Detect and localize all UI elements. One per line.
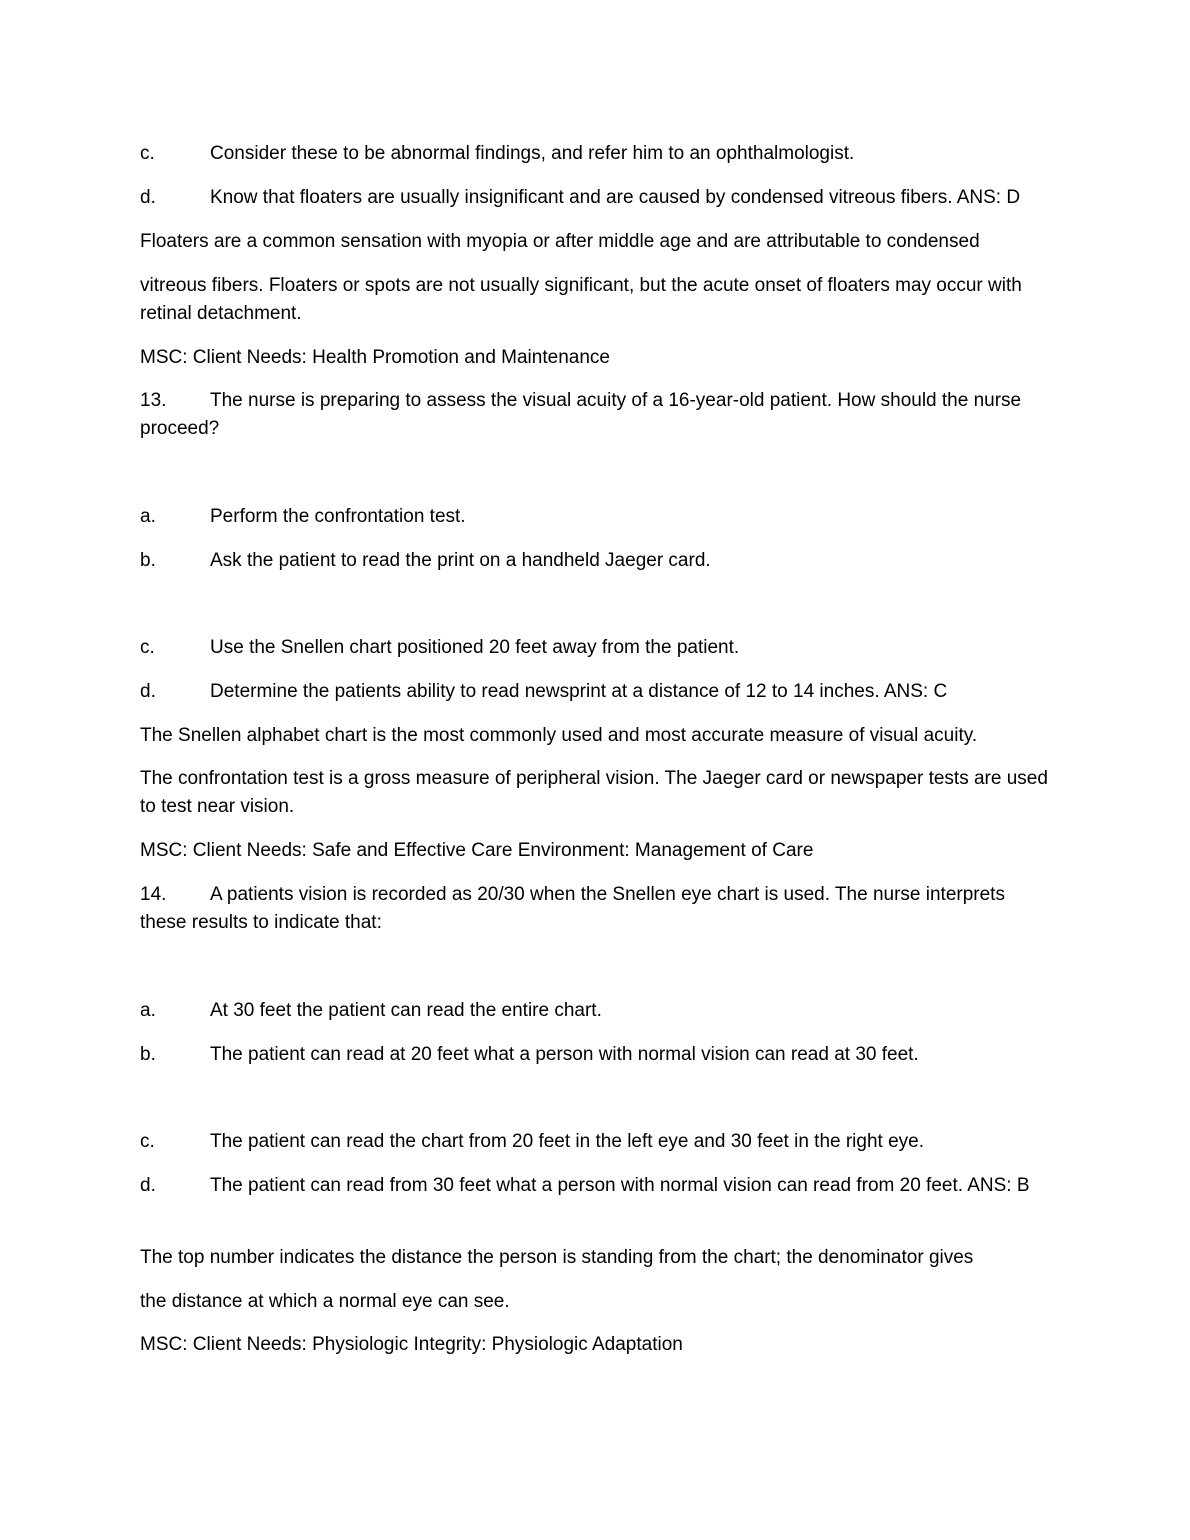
q14-option-b <box>140 1041 1050 1069</box>
q13-option-b-text: Ask the patient to read the print on a handheld Jaeger card. <box>210 550 711 571</box>
q14-option-c-text: The patient can read the chart from 20 feet in the left eye and 30 feet in the right eye. <box>210 1131 925 1152</box>
q13-option-d-text: Determine the patients ability to read newsprint at a distance of 12 to 14 inches. ANS: C <box>210 681 948 702</box>
q12-option-c-label: c. <box>140 143 155 164</box>
q13-option-d <box>140 678 1050 706</box>
q14-stem <box>140 881 1050 937</box>
q12-option-d-label: d. <box>140 187 156 208</box>
q13-rationale-line-2: The confrontation test is a gross measure of peripheral vision. The Jaeger card or newspaper tests are used to test near vision. <box>140 768 1048 817</box>
q13-msc: MSC: Client Needs: Safe and Effective Care Environment: Management of Care <box>140 840 814 861</box>
q13-stem-text: The nurse is preparing to assess the visual acuity of a 16-year-old patient. How should the nurse proceed? <box>140 390 1022 439</box>
q14-option-c-label: c. <box>140 1131 155 1152</box>
q13-option-b-label: b. <box>140 550 156 571</box>
q14-option-c <box>140 1128 1050 1156</box>
q13-stem <box>140 387 1050 443</box>
q12-option-d <box>140 184 1050 212</box>
q14-number: 14. <box>140 884 167 905</box>
q14-rationale-line-2: the distance at which a normal eye can see. <box>140 1291 510 1312</box>
q12-option-d-text: Know that floaters are usually insignificant and are caused by condensed vitreous fibers. ANS: D <box>210 187 1021 208</box>
q14-option-b-text: The patient can read at 20 feet what a person with normal vision can read at 30 feet. <box>210 1044 919 1065</box>
q14-msc: MSC: Client Needs: Physiologic Integrity: Physiologic Adaptation <box>140 1334 683 1355</box>
q13-rationale-line-1: The Snellen alphabet chart is the most commonly used and most accurate measure of visual acuity. <box>140 725 978 746</box>
q12-msc: MSC: Client Needs: Health Promotion and Maintenance <box>140 347 610 368</box>
q13-option-b <box>140 547 1050 575</box>
q14-rationale-line-1: The top number indicates the distance the person is standing from the chart; the denominator gives <box>140 1247 974 1268</box>
q14-stem-text: A patients vision is recorded as 20/30 when the Snellen eye chart is used. The nurse interprets these results to indicate that: <box>140 884 1005 933</box>
q13-option-c-label: c. <box>140 637 155 658</box>
q14-option-d <box>140 1172 1050 1200</box>
q13-option-d-label: d. <box>140 681 156 702</box>
q13-number: 13. <box>140 390 167 411</box>
q13-option-a-text: Perform the confrontation test. <box>210 506 466 527</box>
q14-option-d-label: d. <box>140 1175 156 1196</box>
q14-option-a <box>140 997 1050 1025</box>
q13-option-a-label: a. <box>140 506 156 527</box>
q14-option-b-label: b. <box>140 1044 156 1065</box>
q13-option-c <box>140 634 1050 662</box>
q14-option-d-text: The patient can read from 30 feet what a person with normal vision can read from 20 feet. ANS: B <box>210 1175 1030 1196</box>
q13-option-a <box>140 503 1050 531</box>
q14-option-a-label: a. <box>140 1000 156 1021</box>
q14-option-a-text: At 30 feet the patient can read the entire chart. <box>210 1000 602 1021</box>
q13-option-c-text: Use the Snellen chart positioned 20 feet away from the patient. <box>210 637 740 658</box>
q12-rationale-line-2: vitreous fibers. Floaters or spots are not usually significant, but the acute onset of floaters may occur with retinal detachment. <box>140 275 1022 324</box>
q12-option-c <box>140 140 1050 168</box>
q12-rationale-line-1: Floaters are a common sensation with myopia or after middle age and are attributable to condensed <box>140 231 980 252</box>
q12-option-c-text: Consider these to be abnormal findings, and refer him to an ophthalmologist. <box>210 143 855 164</box>
